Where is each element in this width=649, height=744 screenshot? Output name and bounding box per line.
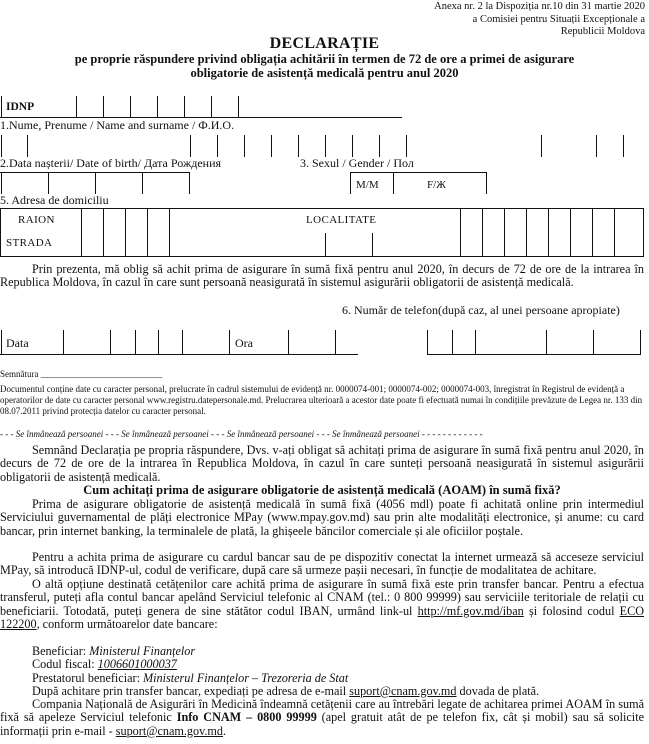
signature-field[interactable]: Semnătura ___________________________ (0, 369, 163, 379)
document-title: DECLARAȚIE (269, 35, 380, 52)
birth-date-label: 2.Data nașterii/ Date of birth/ Дата Рождения (0, 156, 222, 170)
info-paragraph-2: Pentru a achita prima de asigurare cu cardul bancar sau de pe dispozitiv conectat la internet urmează să acceseze serviciul MPay, să introducă IDNP-ul, codul de verificare, după care să urmeze pașii necesari, în funcție de modalitatea de achitare. (0, 550, 644, 578)
privacy-notice: Documentul conține date cu caracter personal, prelucrate în cadrul sistemului de evidență nr. 0000074-001; 0000074-002; 0000074-003, înregistrat în Registrul de evidență a operatorilor de date cu caracter personal www.registru.datepersonale.md. Prelucrarea ulterioară a acestor date poate fi efectuată numai în condițiile prevăzute de Legea nr. 133 din 08.07.2011 privind protecția datelor cu caracter personal. (0, 384, 643, 416)
fiscal-code-row: Codul fiscal: 1006601000037 (32, 657, 177, 672)
idnp-label: IDNP (6, 101, 35, 113)
cut-line: - - - Se înmânează persoanei - - - Se înmânează persoanei - - - Se înmânează persoanei - - - Se înmânează persoanei - - - - - - - - - - - - (0, 429, 483, 439)
raion-label: RAION (18, 214, 55, 226)
document-subtitle (0, 53, 649, 80)
iban-link[interactable]: http://mf.gov.md/iban (417, 603, 524, 618)
prestator-row: Prestatorul beneficiar: Ministerul Finanțelor – Trezoreria de Stat (32, 670, 349, 685)
beneficiar-row: Beneficiar: Ministerul Finanțelor (32, 644, 196, 658)
gender-female-option[interactable]: F/Ж (427, 179, 447, 191)
info-intro: Semnând Declarația pe propria răspundere, Dvs. v-ați obligat să achitați prima de asigurare în sumă fixă pentru anul 2020, în decurs de 72 de ore de la intrarea în Republica Moldova, în cazul în care sunteți persoană neasigurată în sistemul asigurării obligatorii de asistență medicală. (0, 443, 644, 484)
address-label: 5. Adresa de domiciliu (0, 193, 109, 207)
gender-male-option[interactable]: M/M (356, 179, 379, 191)
time-label: Ora (235, 336, 253, 350)
subtitle-line-2: obligatorie de asistență medicală pentru anul 2020 (190, 65, 459, 80)
gender-label: 3. Sexul / Gender / Пол (300, 156, 414, 170)
bank-details (32, 645, 644, 698)
after-transfer-row: După achitare prin transfer bancar, expediați pe adresa de e-mail suport@cnam.gov.md dovada de plată. (32, 683, 540, 698)
info-heading: Cum achitați prima de asigurare obligatorie de asistență medicală (AOAM) în sumă fixă? (83, 483, 561, 497)
support-email-link[interactable]: suport@cnam.gov.md (349, 683, 457, 698)
date-label: Data (6, 336, 29, 350)
info-paragraph-3: O altă opțiune destinată cetățenilor care achită prima de asigurare în sumă fixă este prin transfer bancar. Pentru a efectua transferul, puteți afla contul bancar apelând Serviciul telefonic al CNAM (tel.: 0 800 99999) sau serviciile teritoriale de relații cu beneficiarii. Totodată, puteți genera de sine stătător codul IBAN, urmând link-ul http://mf.gov.md/iban și folosind codul ECO 122200, conform următoarelor date bancare: (0, 577, 644, 631)
annex-line-3: Republicii Moldova (560, 26, 645, 37)
closing-email-link[interactable]: suport@cnam.gov.md (115, 723, 223, 738)
commitment-text: Prin prezenta, mă oblig să achit prima de asigurare în sumă fixă pentru anul 2020, în decurs de 72 de ore de la intrarea în Republica Moldova, în cazul în care sunt persoană neasigurată în sistemul asigurării obligatorii de asistență medicală. (0, 262, 644, 290)
strada-label: STRADA (6, 237, 53, 249)
annex-line-1: Anexa nr. 2 la Dispoziția nr.10 din 31 martie 2020 (434, 1, 645, 12)
annex-reference (434, 1, 645, 39)
name-label: 1.Nume, Prenume / Name and surname / Ф.И.О. (0, 118, 235, 132)
annex-line-2: a Comisiei pentru Situații Excepționale a (472, 13, 645, 25)
eco-code: ECO 122200 (0, 603, 644, 631)
info-cnam-phone: Info CNAM – 0800 99999 (176, 710, 317, 725)
phone-label: 6. Număr de telefon(după caz, al unei persoane apropiate) (342, 303, 620, 317)
localitate-label: LOCALITATE (306, 214, 377, 226)
closing-paragraph: Compania Națională de Asigurări în Medicină îndeamnă cetățenii care au întrebări legate de achitarea primei AOAM în sumă fixă să apeleze Serviciul telefonic Info CNAM – 0800 99999 (apel gratuit atât de pe telefon fix, cât și mobil) sau să solicite informații prin e-mail - suport@cnam.gov.md. (0, 697, 644, 738)
subtitle-line-1: pe proprie răspundere privind obligația achitării în termen de 72 de ore a primei de asigurare (74, 52, 575, 66)
info-paragraph-1: Prima de asigurare obligatorie de asistență medicală în sumă fixă (4056 mdl) poate fi achitată online prin intermediul Serviciului guvernamental de plăți electronice MPay (www.mpay.gov.md) sau prin alte modalități electronice, și anume: cu card bancar, prin internet banking, la terminalele de plată, la ghișeele băncilor comerciale și ale oficiilor poștale. (0, 497, 644, 538)
